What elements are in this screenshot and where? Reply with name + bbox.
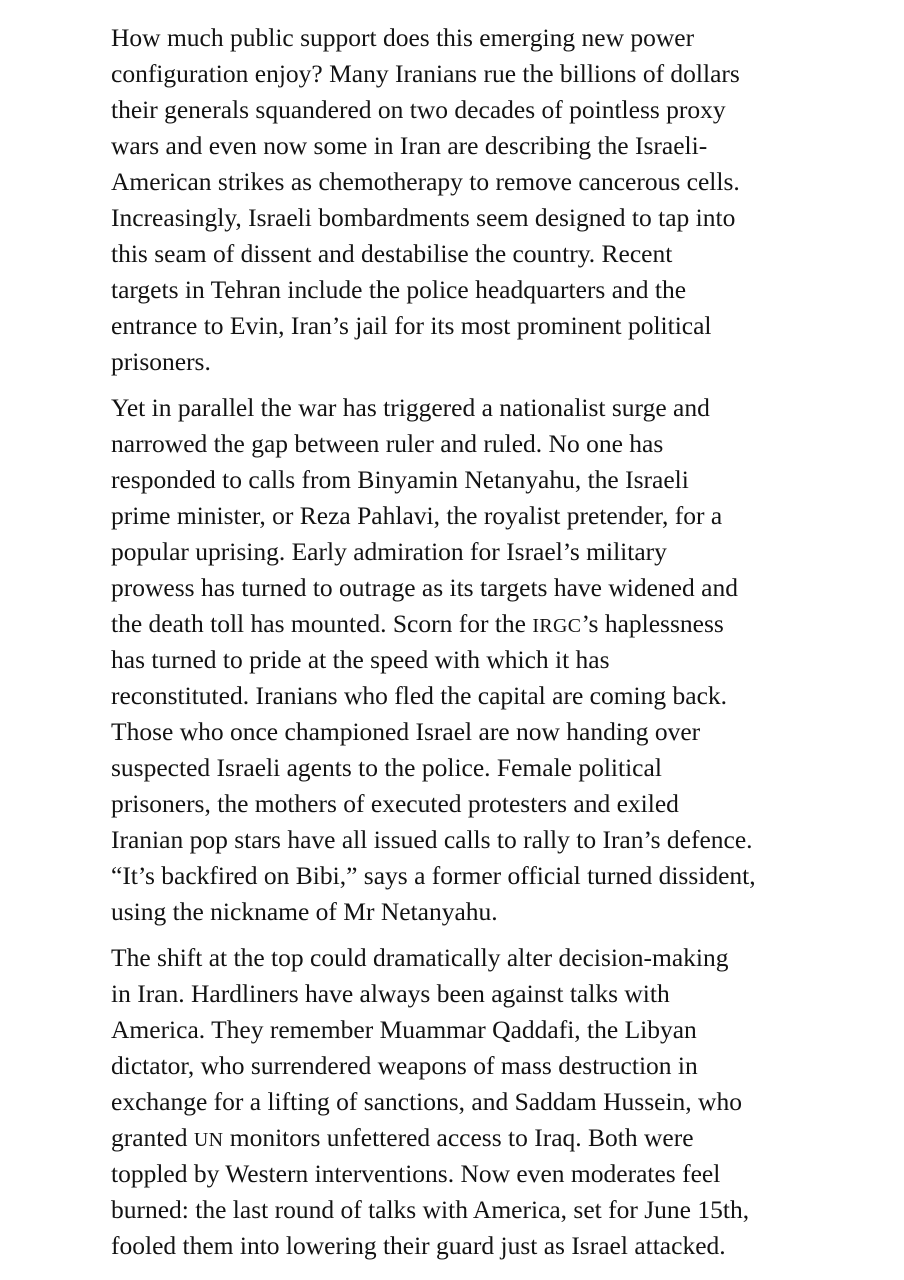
text-line: responded to calls from Binyamin Netanyahu, the Israeli bbox=[111, 465, 689, 494]
article-paragraph bbox=[111, 20, 804, 380]
text-line: dictator, who surrendered weapons of mass destruction in bbox=[111, 1051, 698, 1080]
text-line: The shift at the top could dramatically alter decision-making bbox=[111, 943, 729, 972]
text-line: configuration enjoy? Many Iranians rue the billions of dollars bbox=[111, 59, 740, 88]
text-line: targets in Tehran include the police headquarters and the bbox=[111, 275, 687, 304]
text-line: wars and even now some in Iran are describing the Israeli- bbox=[111, 131, 708, 160]
text-line: Iranian pop stars have all issued calls to rally to Iran’s defence. bbox=[111, 825, 753, 854]
text-line: Yet in parallel the war has triggered a nationalist surge and bbox=[111, 393, 710, 422]
small-caps-acronym: IRGC bbox=[532, 615, 582, 637]
text-line: Increasingly, Israeli bombardments seem designed to tap into bbox=[111, 203, 736, 232]
article-paragraph bbox=[111, 940, 804, 1264]
text-line: burned: the last round of talks with America, set for June 15th, bbox=[111, 1195, 750, 1224]
text-line: How much public support does this emerging new power bbox=[111, 23, 695, 52]
text-line: this seam of dissent and destabilise the country. Recent bbox=[111, 239, 673, 268]
article-body bbox=[111, 20, 804, 1264]
text-line: suspected Israeli agents to the police. Female political bbox=[111, 753, 662, 782]
article-paragraph bbox=[111, 390, 804, 930]
text-line: prime minister, or Reza Pahlavi, the royalist pretender, for a bbox=[111, 501, 723, 530]
text-line: America. They remember Muammar Qaddafi, the Libyan bbox=[111, 1015, 697, 1044]
text-line: Those who once championed Israel are now handing over bbox=[111, 717, 701, 746]
text-line: toppled by Western interventions. Now even moderates feel bbox=[111, 1159, 721, 1188]
text-line: American strikes as chemotherapy to remove cancerous cells. bbox=[111, 167, 740, 196]
text-line: prisoners, the mothers of executed protesters and exiled bbox=[111, 789, 679, 818]
text-line: prisoners. bbox=[111, 347, 211, 376]
text-line: using the nickname of Mr Netanyahu. bbox=[111, 897, 498, 926]
text-line: the death toll has mounted. Scorn for the IRGC’s haplessness bbox=[111, 609, 724, 638]
text-line: in Iran. Hardliners have always been against talks with bbox=[111, 979, 670, 1008]
text-line: popular uprising. Early admiration for Israel’s military bbox=[111, 537, 667, 566]
text-line: their generals squandered on two decades of pointless proxy bbox=[111, 95, 726, 124]
text-line: has turned to pride at the speed with which it has bbox=[111, 645, 610, 674]
text-line: granted UN monitors unfettered access to Iraq. Both were bbox=[111, 1123, 694, 1152]
text-line: narrowed the gap between ruler and ruled. No one has bbox=[111, 429, 664, 458]
text-line: fooled them into lowering their guard just as Israel attacked. bbox=[111, 1231, 726, 1260]
text-line: entrance to Evin, Iran’s jail for its most prominent political bbox=[111, 311, 712, 340]
text-line: reconstituted. Iranians who fled the capital are coming back. bbox=[111, 681, 728, 710]
text-line: exchange for a lifting of sanctions, and Saddam Hussein, who bbox=[111, 1087, 742, 1116]
text-line: prowess has turned to outrage as its targets have widened and bbox=[111, 573, 738, 602]
text-line: “It’s backfired on Bibi,” says a former official turned dissident, bbox=[111, 861, 756, 890]
small-caps-acronym: UN bbox=[193, 1129, 224, 1151]
